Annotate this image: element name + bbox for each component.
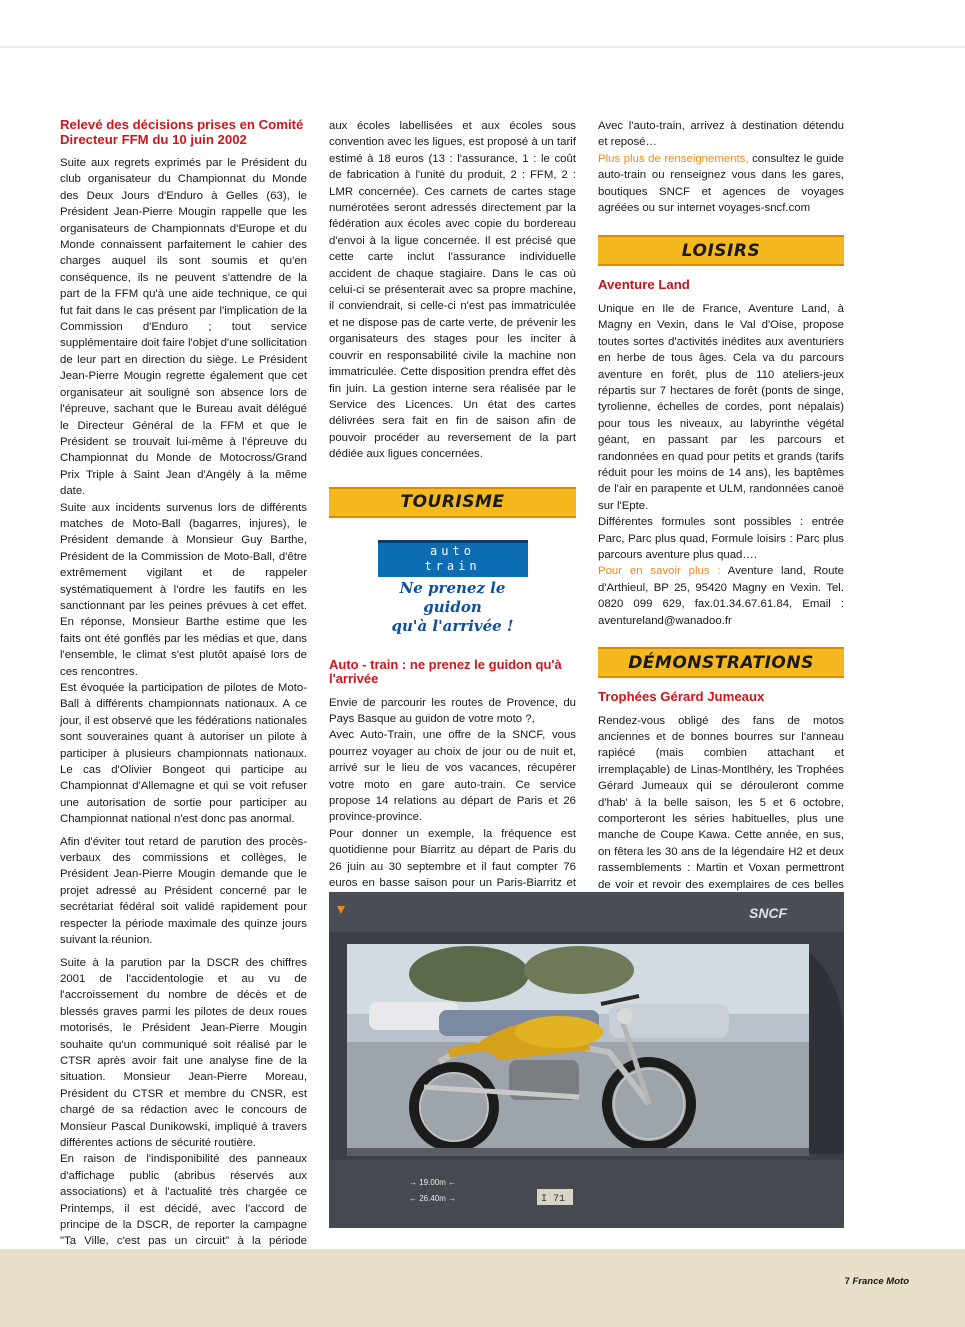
- logo-word-train: train: [424, 558, 481, 573]
- info-text: consultez le guide auto-train ou renseignez vous dans les gares, boutiques SNCF et agences de voyages agréées ou sur internet voyages-sncf.com: [598, 152, 844, 215]
- paragraph: Envie de parcourir les routes de Provence, du Pays Basque au guidon de votre moto ?,: [329, 696, 576, 725]
- logo-tagline-2: qu'à l'arrivée !: [391, 616, 514, 635]
- sncf-marking: SNCF: [749, 905, 788, 921]
- paragraph: Rendez-vous obligé des fans de motos anciennes et de bonnes bourres sur l'anneau rapiécé (mais combien attachant et irremplaçable) de Linas-Montlhéry, les Trophées Gérard Jumeaux qui se dérouleront comme d'hab' à la belle saison, les 5 et 6 octobre, comporteront les séries habituelles, plus une manche de Coupe Kawa. Cette année, en sus, on fêtera les 30 ans de la légendaire H2 et deux rassemblements : Martin et Voxan permettront de voir et revoir des exemplaires de ces belles: [598, 714, 844, 891]
- paragraph: Unique en Ile de France, Aventure Land, à Magny en Vexin, dans le Val d'Oise, propose toutes sortes d'activités inédites aux aventuriers en herbe de tous âges. Cela va du parcours aventure en forêt, plus de 110 ateliers-jeux répartis sur 7 hectares de forêt (ponts de singe, tyrolienne, échelles de cordes, pont népalais) pour tous les niveaux, au labyrinthe végétal géant, en passant par les parcours et randonnées en quad pour petits et grands (tarifs réduit pour les moins de 14 ans), les baptêmes de l'air en parapente et ULM, randonnées canoë sur l'Epte.: [598, 302, 844, 512]
- dimension-label-1: → 19.00m ←: [409, 1178, 457, 1187]
- paragraph: Suite aux incidents survenus lors de différents matches de Moto-Ball (bagarres, injures), le Président demande à Monsieur Guy Barthe, Président de la Commission de Moto-Ball, d'être extrêmement vigilant et de rappeler systématiquement à l'ordre les fautifs en les sanctionnant par les peines prévues à cet effet. En réponse, Monsieur Barthe estime que les faits ont été gonflés par les médias et que, dans l'ensemble, le climat s'est plutôt apaisé lors de ces rencontres.: [60, 501, 307, 678]
- column-3: [598, 118, 844, 909]
- wagon-code: I 71: [541, 1194, 566, 1205]
- dimension-label-2: ← 26.40m →: [409, 1194, 457, 1203]
- auto-train-heading: Auto - train : ne prenez le guidon qu'à l'arrivée: [329, 656, 562, 687]
- top-rule: [0, 46, 965, 48]
- paragraph-contact: [598, 563, 844, 629]
- bottom-band: [0, 1249, 965, 1327]
- section-banner-demonstrations: DÉMONSTRATIONS: [598, 647, 844, 678]
- committee-heading: Relevé des décisions prises en Comité Directeur FFM du 10 juin 2002: [60, 117, 304, 147]
- logo-word-auto: auto: [430, 543, 475, 558]
- auto-train-motorcycle-photo: [329, 892, 844, 1228]
- more-info-label: Pour en savoir plus :: [598, 565, 721, 578]
- paragraph: Afin d'éviter tout retard de parution des procès-verbaux des commissions et collèges, le Président Jean-Pierre Mougin demande que le projet adressé au Président concerné par le secrétariat fédéral soit validé rapidement pour respecter la période maximale des quinze jours suivant la réunion.: [60, 835, 307, 947]
- auto-train-logo-block: [378, 540, 528, 577]
- page-footer: [845, 1276, 909, 1287]
- paragraph: aux écoles labellisées et aux écoles sous convention avec les ligues, est proposé à un tarif estimé à 18 euros (13 : l'assurance, 1 : le coût de fabrication à l'unité du produit, 2 : FFM, 2 : LMR concernée). Ces carnets de cartes stage numérotées seront adressés directement par la fédération aux écoles avec copie du bordereau d'envoi à la ligue concernée. Il est précisé que cette carte inclut l'assurance individuelle accident de chaque stagiaire. Dans le cas où celui-ci se présenterait avec sa propre machine, il conviendrait, si celle-ci n'est pas immatriculée et ne dispose pas de carte verte, de prévenir les organisateurs des stages pour les inciter à couvrir en responsabilité civile la machine non immatriculée. Cette disposition prendra effet dès fin juin. La gestion interne sera réalisée par le Service des Licences. Un état des cartes délivrées sera fait en fin de saison afin de pouvoir procéder au reversement de la part dédiée aux ligues concernées.: [329, 120, 576, 461]
- section-banner-loisirs: LOISIRS: [598, 235, 844, 266]
- column-1: [60, 118, 307, 1315]
- info-link-text: Plus plus de renseignements,: [598, 152, 749, 165]
- paragraph: Pour donner un exemple, la fréquence est quotidienne pour Biarritz au départ de Paris du 26 juin au 30 septembre et il faut compter 76 euros en basse saison pour un Paris-Biarritz et: [329, 827, 576, 889]
- paragraph: Différentes formules sont possibles : entrée Parc, Parc plus quad, Formule loisirs : Parc plus parcours aventure plus quad….: [598, 516, 844, 562]
- page-number: 7: [844, 1276, 850, 1287]
- aventure-land-heading: Aventure Land: [598, 277, 690, 293]
- paragraph: Est évoquée la participation de pilotes de Moto-Ball à différents championnats nationaux. A ce jour, il est observé que les fédérations nationales sont souveraines quant à autoriser un pilote à participer à plusieurs championnats nationaux. Le cas d'Olivier Bongeot qui participe au Championnat d'Allemagne et qui se voit refuser une autorisation de sortie pour participer au Championnat national n'est donc pas anormal.: [60, 682, 307, 826]
- auto-train-logo: [378, 540, 528, 636]
- logo-tagline-1: Ne prenez le guidon: [399, 578, 506, 616]
- paragraph: Avec Auto-Train, une offre de la SNCF, vous pourrez voyager au choix de jour ou de nuit et, arrivé sur le lieu de vos vacances, récupérer votre moto en gare auto-train. Ce service propose 14 relations au départ de Paris et 26 province-province.: [329, 729, 576, 824]
- paragraph: Suite aux regrets exprimés par le Président du club organisateur du Championnat du Monde des Deux Jours d'Enduro à Gelles (63), le Président Jean-Pierre Mougin rappelle que les organisateurs de Championnats d'Europe et du Monde connaissent parfaitement le cahier des charges auquel ils sont soumis et qu'en conséquence, ils ne peuvent s'attendre de la part de la FFM qu'à une aide technique, ce qui fut fait dans le cas présent par l'implication de la Commission d'Enduro ; tout service supplémentaire doit faire l'objet d'une sollicitation de leur part en direction du siège. Le Président Jean-Pierre Mougin regrette également que cet organisateur ait souligné son absence lors de l'épreuve, sachant que le Bureau avait délégué le Directeur Général de la FFM et que le Président se trouvait lui-même à l'épreuve du Championnat du Monde de Motocross/Grand Prix Triple à Saint Jean d'Angély à la même date.: [60, 157, 307, 498]
- section-banner-tourisme: TOURISME: [329, 487, 576, 518]
- paragraph: En raison de l'indisponibilité des panneaux d'affichage public (abribus réservés aux associations) et à l'actualité très chargée ce Printemps, il est décidé, avec l'accord de principe de la DSCR, de reporter la campagne "Ta Ville, c'est pas un circuit" à la période: [60, 1153, 307, 1248]
- paragraph-info: [598, 151, 844, 217]
- magazine-brand: France Moto: [852, 1276, 909, 1287]
- paragraph: Suite à la parution par la DSCR des chiffres 2001 de l'accidentologie et au vu de l'accroissement du nombre de décès et de blessés graves parmi les pilotes de deux roues motorisés, le Président Jean-Pierre Mougin souhaite qu'un communiqué soit réalisé par le CTSR après avoir fait une analyse fine de la situation. Monsieur Jean-Pierre Moreau, Président du CTSR et membre du CNSR, est chargé de sa rédaction avec le concours de Monsieur Pascal Dunikowski, impliqué à travers différentes actions de sécurité routière.: [60, 956, 307, 1149]
- contact-text: Aventure land, Route d'Arthieul, BP 25, 95420 Magny en Vexin. Tel. 0820 099 629, fax.01.34.67.61.84, Email : aventureland@wanadoo.fr: [598, 565, 844, 627]
- column-2: [329, 118, 576, 957]
- trophees-heading: Trophées Gérard Jumeaux: [598, 689, 765, 705]
- paragraph: Avec l'auto-train, arrivez à destination détendu et reposé…: [598, 120, 844, 149]
- photo-illustration: [329, 892, 844, 1228]
